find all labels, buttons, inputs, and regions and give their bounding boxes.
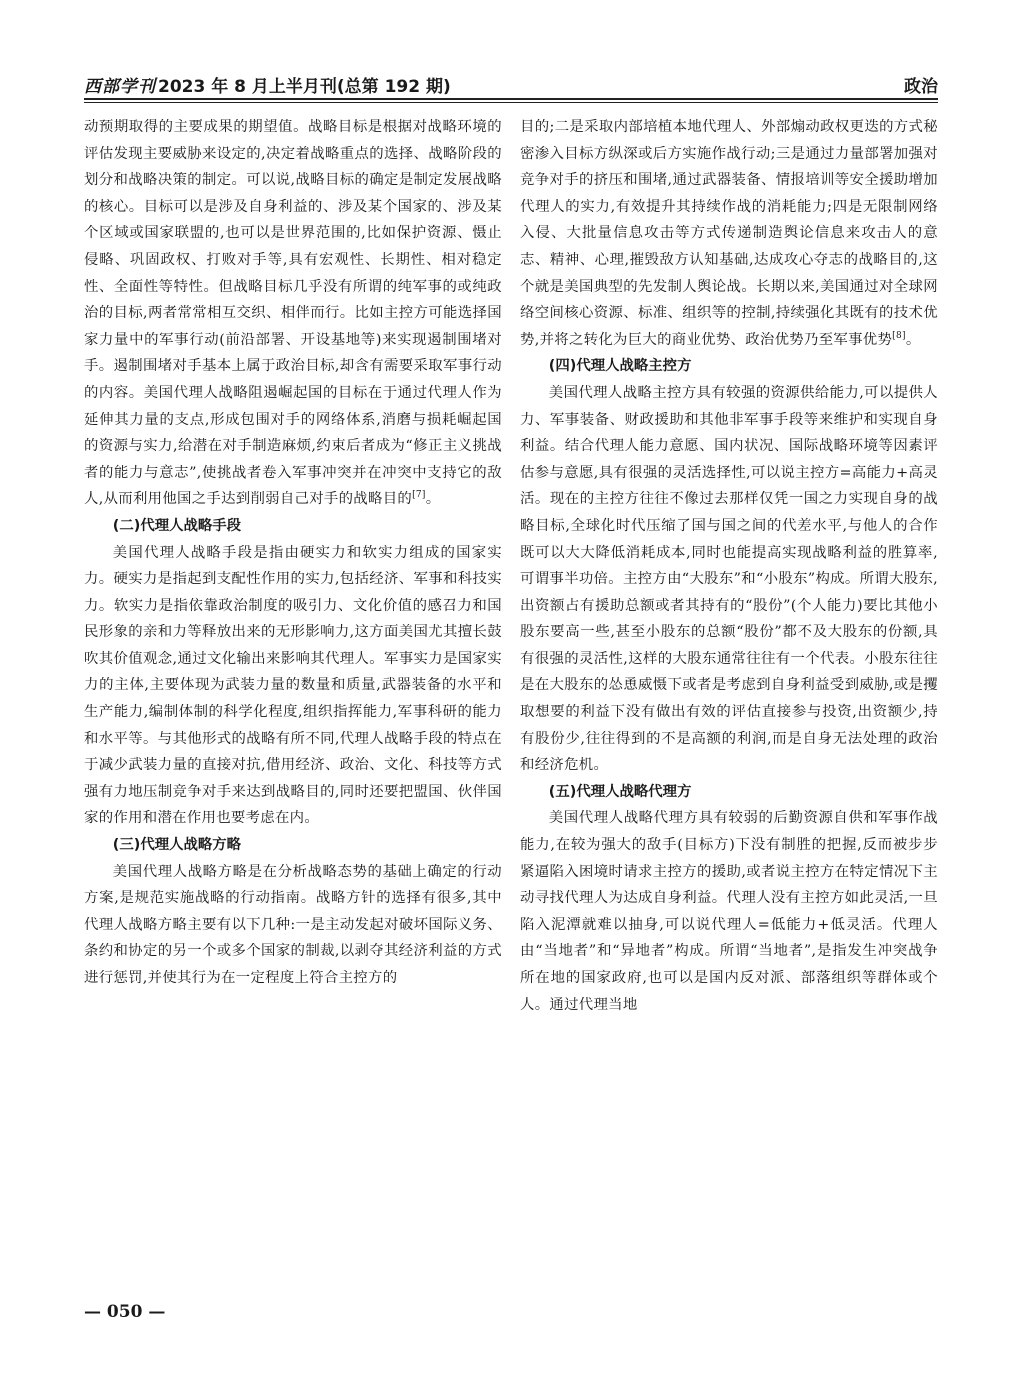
header-left	[84, 72, 451, 97]
citation-ref: [8]	[892, 330, 906, 341]
running-header	[84, 70, 938, 104]
journal-logo: 西部学刊	[84, 77, 156, 97]
section-heading: (四)代理人战略主控方	[548, 358, 692, 375]
section-heading: (三)代理人战略方略	[112, 837, 242, 854]
issue-info: 2023 年 8 月上半月刊(总第 192 期)	[158, 77, 451, 97]
header-rule	[84, 98, 938, 100]
paragraph: 美国代理人战略代理方具有较弱的后勤资源自供和军事作战能力,在较为强大的敌手(目标方)下没有制胜的把握,反而被步步紧逼陷入困境时请求主控方的援助,或者说主控方在特定情况下主动寻找代理人为达成自身利益。代理人没有主控方如此灵活,一旦陷入泥潭就难以抽身,可以说代理人=低能力+低灵活。代理人由“当地者”和“异地者”构成。所谓“当地者”,是指发生冲突战争所在地的国家政府,也可以是国内反对派、部落组织等群体或个人。通过代理当地	[520, 810, 938, 1013]
page-number: — 050 —	[84, 1302, 166, 1322]
paragraph: 目的;二是采取内部培植本地代理人、外部煽动政权更迭的方式秘密渗入目标方纵深或后方实施作战行动;三是通过力量部署加强对竞争对手的挤压和围堵,通过武器装备、情报培训等安全援助增加代理人的实力,有效提升其持续作战的消耗能力;四是无限制网络入侵、大批量信息攻击等方式传递制造舆论信息来攻击人的意志、精神、心理,摧毁敌方认知基础,达成攻心夺志的战略目的,这个就是美国典型的先发制人舆论战。长期以来,美国通过对全球网络空间核心资源、标准、组织等的控制,持续强化其既有的技术优势,并将之转化为巨大的商业优势、政治优势乃至军事优势[8]。	[520, 119, 938, 348]
section-label: 政治	[904, 77, 938, 97]
paragraph: 美国代理人战略手段是指由硬实力和软实力组成的国家实力。硬实力是指起到支配性作用的实力,包括经济、军事和科技实力。软实力是指依靠政治制度的吸引力、文化价值的感召力和国民形象的亲和力等释放出来的无形影响力,这方面美国尤其擅长鼓吹其价值观念,通过文化输出来影响其代理人。军事实力是国家实力的主体,主要体现为武装力量的数量和质量,武器装备的水平和生产能力,编制体制的科学化程度,组织指挥能力,军事科研的能力和水平等。与其他形式的战略有所不同,代理人战略手段的特点在于减少武装力量的直接对抗,借用经济、政治、文化、科技等方式强有力地压制竞争对手来达到战略目的,同时还要把盟国、伙伴国家的作用和潜在作用也要考虑在内。	[84, 544, 502, 827]
citation-ref: [7]	[412, 490, 426, 501]
paragraph: 动预期取得的主要成果的期望值。战略目标是根据对战略环境的评估发现主要威胁来设定的,决定着战略重点的选择、战略阶段的划分和战略决策的制定。可以说,战略目标的确定是制定发展战略的核心。目标可以是涉及自身利益的、涉及某个国家的、涉及某个区域或国家联盟的,也可以是世界范围的,比如保护资源、慑止侵略、巩固政权、打败对手等,具有宏观性、长期性、相对稳定性、全面性等特性。但战略目标几乎没有所谓的纯军事的或纯政治的目标,两者常常相互交织、相伴而行。比如主控方可能选择国家力量中的军事行动(前沿部署、开设基地等)来实现遏制围堵对手。遏制围堵对手基本上属于政治目标,却含有需要采取军事行动的内容。美国代理人战略阻遏崛起国的目标在于通过代理人作为延伸其力量的支点,形成包围对手的网络体系,消磨与损耗崛起国的资源与实力,给潜在对手制造麻烦,约束后者成为“修正主义挑战者的能力与意志”,使挑战者卷入军事冲突并在冲突中支持它的敌人,从而利用他国之手达到削弱自己对手的战略目的[7]。	[84, 119, 502, 508]
left-column	[84, 114, 502, 1319]
section-heading: (二)代理人战略手段	[112, 517, 242, 534]
header-rule-thin	[84, 102, 938, 103]
section-heading: (五)代理人战略代理方	[548, 783, 692, 800]
paragraph: 美国代理人战略方略是在分析战略态势的基础上确定的行动方案,是规范实施战略的行动指南。战略方针的选择有很多,其中代理人战略方略主要有以下几种:一是主动发起对破坏国际义务、条约和协定的另一个或多个国家的制裁,以剥夺其经济利益的方式进行惩罚,并使其行为在一定程度上符合主控方的	[84, 863, 502, 986]
paragraph: 美国代理人战略主控方具有较强的资源供给能力,可以提供人力、军事装备、财政援助和其他非军事手段等来维护和实现自身利益。结合代理人能力意愿、国内状况、国际战略环境等因素评估参与意愿,具有很强的灵活选择性,可以说主控方=高能力+高灵活。现在的主控方往往不像过去那样仅凭一国之力实现自身的战略目标,全球化时代压缩了国与国之间的代差水平,与他人的合作既可以大大降低消耗成本,同时也能提高实现战略利益的胜算率,可谓事半功倍。主控方由“大股东”和“小股东”构成。所谓大股东,出资额占有援助总额或者其持有的“股份”(个人能力)要比其他小股东要高一些,甚至小股东的总额“股份”都不及大股东的份额,具有很强的灵活性,这样的大股东通常往往有一个代表。小股东往往是在大股东的怂恿威慑下或者是考虑到自身利益受到威胁,或是攫取想要的利益下没有做出有效的评估直接参与投资,出资额少,持有股份少,往往得到的不是高额的利润,而是自身无法处理的政治和经济危机。	[520, 384, 938, 774]
right-column	[520, 114, 938, 1319]
